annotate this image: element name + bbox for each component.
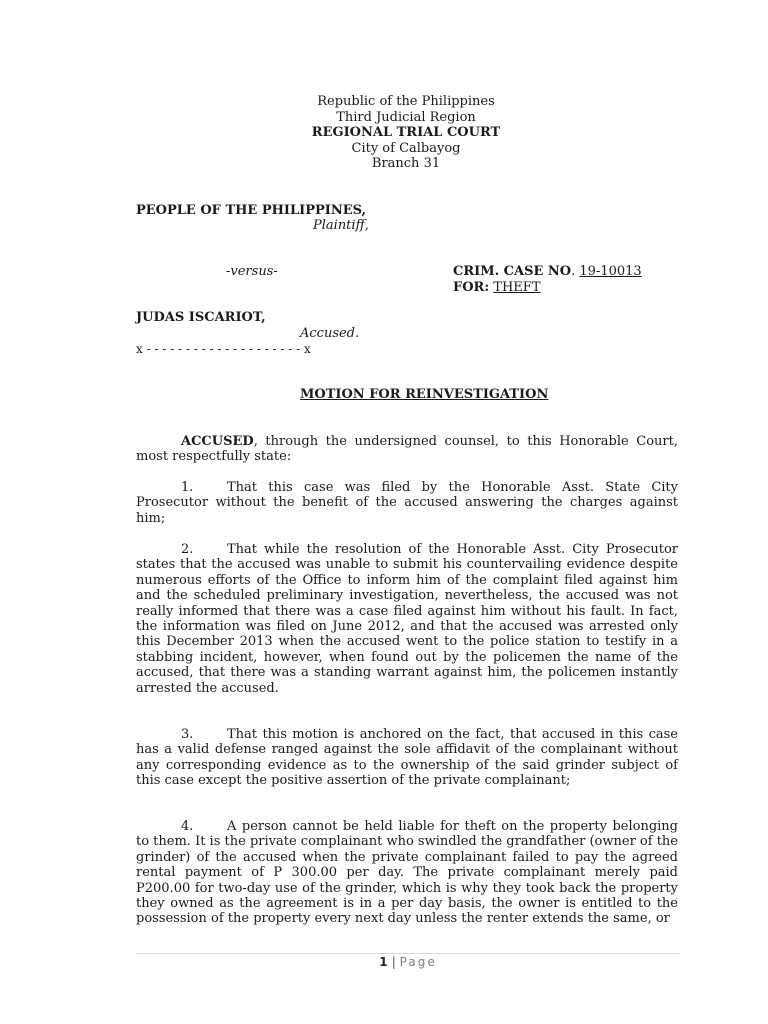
- paragraph-text: That while the resolution of the Honorable Asst. City Prosecutor states that the accused was unable to submit his countervailing evidence despite numerous efforts of the Office to inform him of the complaint filed against him and the scheduled preliminary investigation, nevertheless, the accused was not really informed that there was a case filed against him without his fault. In fact, the information was filed on June 2012, and that the accused was arrested only this December 2013 when the accused went to the police station to testify in a stabbing incident, however, when found out by the policemen the name of the accused, that there was a standing warrant against him, the policemen instantly arrested the accused.: [136, 542, 678, 696]
- plaintiff-name: PEOPLE OF THE PHILIPPINES,: [136, 203, 367, 218]
- page-word: Page: [399, 955, 437, 969]
- case-label: CRIM. CASE NO: [453, 264, 572, 279]
- intro-lead: ACCUSED: [181, 434, 254, 449]
- paragraph-1: [136, 480, 678, 526]
- case-number-line: [453, 264, 642, 280]
- intro-paragraph: [136, 434, 678, 465]
- intro-text: , through the undersigned counsel, to this Honorable Court, most respectfully state:: [136, 434, 678, 465]
- paragraph-number: 1.: [181, 480, 194, 495]
- paragraph-number: 3.: [181, 727, 194, 742]
- caption-separator: x - - - - - - - - - - - - - - - - - - - - x: [136, 342, 311, 356]
- paragraph-4: [136, 819, 678, 927]
- plaintiff-role: Plaintiff,: [313, 218, 369, 233]
- page-separator: |: [391, 955, 396, 969]
- case-for-line: [453, 280, 541, 296]
- header-city: City of Calbayog: [351, 140, 461, 156]
- motion-title: MOTION FOR REINVESTIGATION: [300, 387, 549, 402]
- footer-divider: [136, 953, 680, 954]
- court-header: [0, 94, 768, 172]
- accused-name: JUDAS ISCARIOT,: [136, 310, 266, 325]
- header-branch: Branch 31: [371, 156, 441, 171]
- paragraph-text: That this case was filed by the Honorable Asst. State City Prosecutor without the benefit of the accused answering the charges against him;: [136, 480, 678, 526]
- header-region: Third Judicial Region: [336, 109, 476, 125]
- case-dot: .: [571, 264, 580, 279]
- accused-role: Accused.: [300, 326, 360, 341]
- paragraph-number: 4.: [181, 819, 194, 834]
- paragraph-number: 2.: [181, 542, 194, 557]
- paragraph-text: A person cannot be held liable for theft on the property belonging to them. It is the private complainant who swindled the grandfather (owner of the grinder) of the accused when the private complainant failed to pay the agreed rental payment of P 300.00 per day. The private complainant merely paid P200.00 for two-day use of the grinder, which is why they took back the property they owned as the agreement is in a per day basis, the owner is entitled to the possession of the property every next day unless the renter extends the same, or: [136, 819, 678, 927]
- paragraph-3: [136, 727, 678, 789]
- page-footer: [0, 955, 768, 969]
- for-label: FOR:: [453, 280, 490, 295]
- case-number: 19-10013: [579, 264, 642, 279]
- paragraph-text: That this motion is anchored on the fact, that accused in this case has a valid defense ranged against the sole affidavit of the complainant without any corresponding evidence as to the ownership of the said grinder subject of this case except the positive assertion of the private complainant;: [136, 727, 678, 789]
- versus-label: -versus-: [226, 264, 278, 279]
- page-number: 1: [379, 955, 388, 969]
- for-value: THEFT: [493, 280, 541, 295]
- header-republic: Republic of the Philippines: [317, 94, 495, 109]
- paragraph-2: [136, 542, 678, 696]
- header-court: REGIONAL TRIAL COURT: [311, 125, 501, 140]
